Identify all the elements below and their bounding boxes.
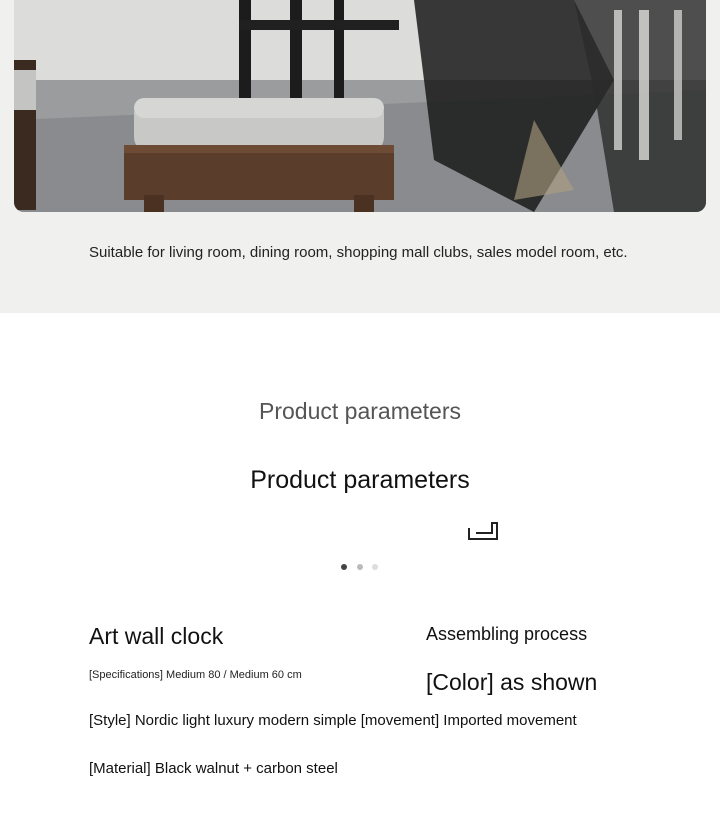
specifications-text: [Specifications] Medium 80 / Medium 60 cm (89, 669, 302, 681)
color-text: [Color] as shown (426, 669, 598, 695)
section-subtitle: Product parameters (250, 466, 470, 494)
section-title: Product parameters (259, 398, 461, 424)
tray-icon (466, 520, 500, 542)
carousel-dot[interactable] (357, 564, 363, 570)
product-name: Art wall clock (89, 623, 224, 649)
banner-section (0, 0, 720, 313)
product-photo (14, 0, 706, 212)
carousel-dot[interactable] (372, 564, 378, 570)
carousel-dot-active[interactable] (341, 564, 347, 570)
material-text: [Material] Black walnut + carbon steel (89, 760, 338, 777)
assembly-label: Assembling process (426, 624, 588, 644)
usage-tagline: Suitable for living room, dining room, shopping mall clubs, sales model room, etc. (89, 244, 628, 261)
style-text: [Style] Nordic light luxury modern simple [movement] Imported movement (89, 712, 577, 729)
